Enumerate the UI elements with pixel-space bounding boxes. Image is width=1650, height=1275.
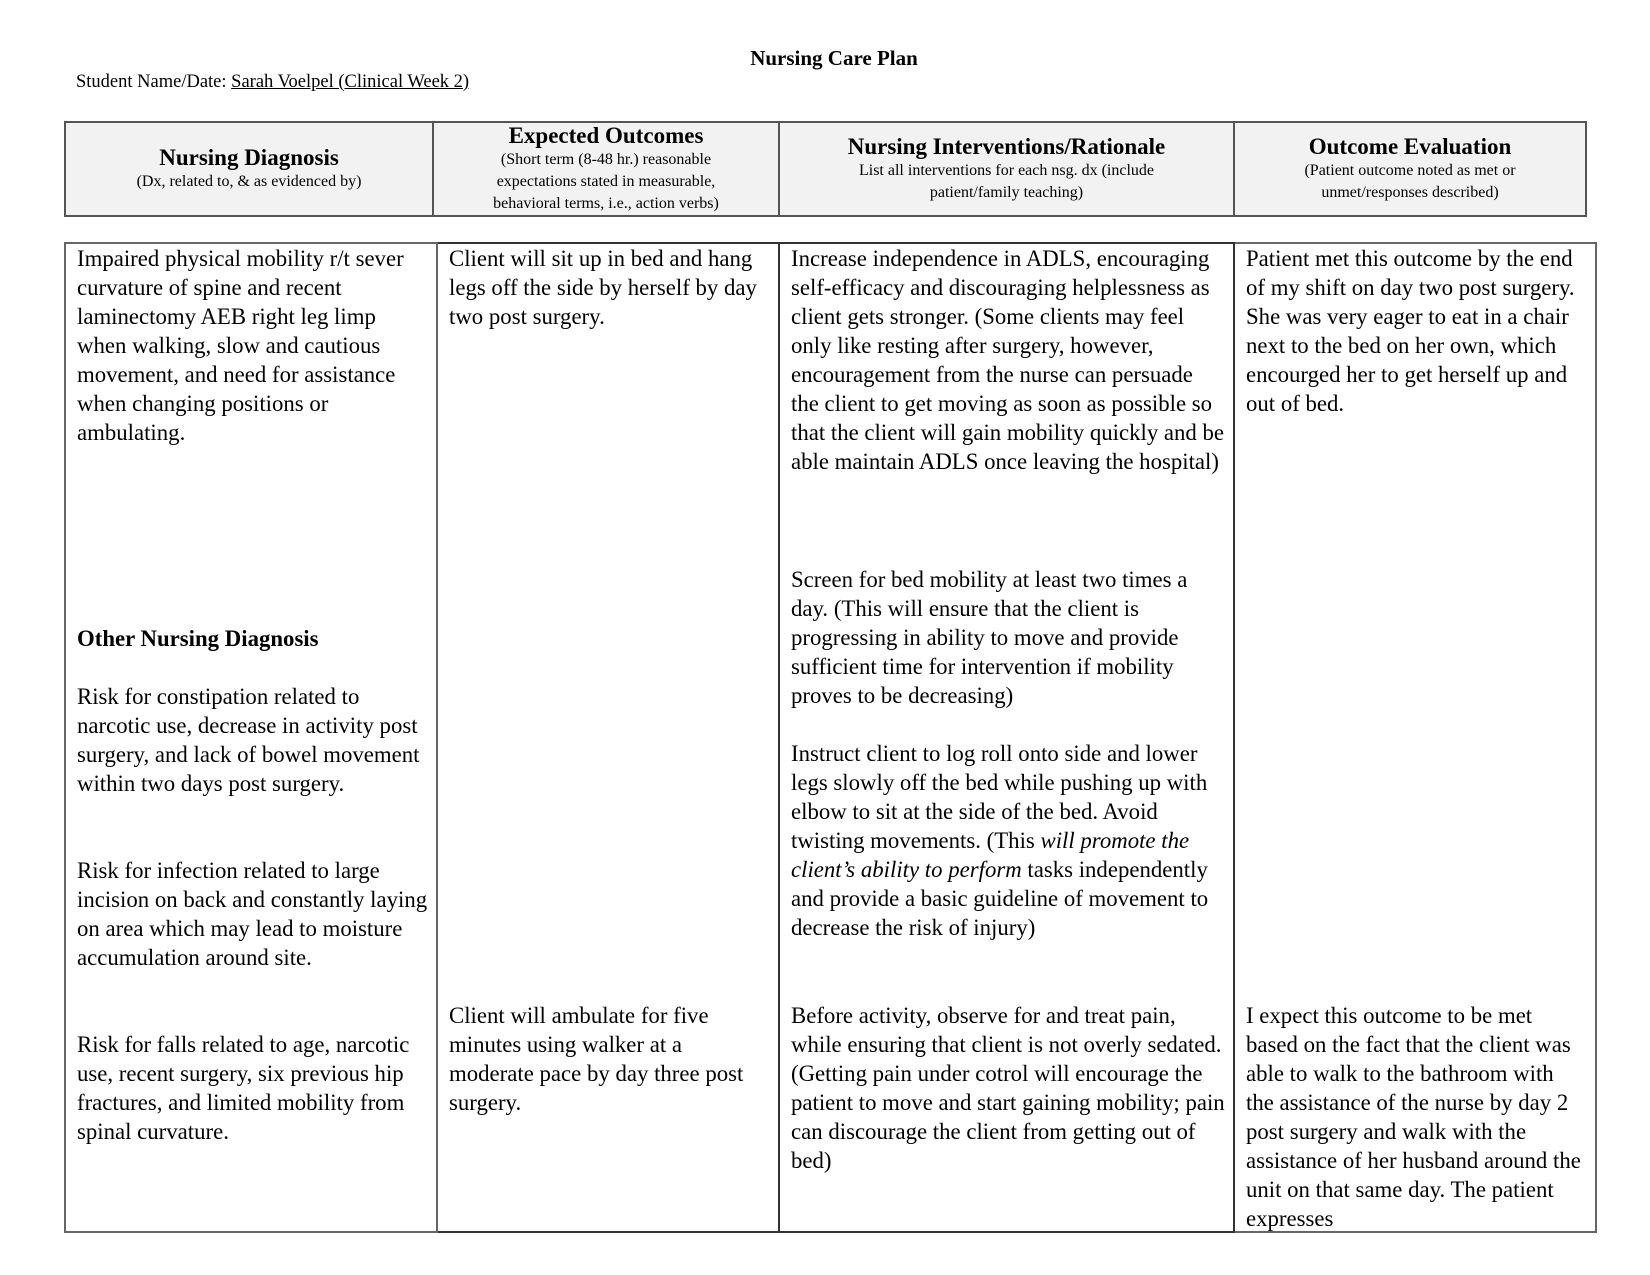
header-subtitle: (Dx, related to, & as evidenced by) [136,173,362,190]
intervention-item: Before activity, observe for and treat pain, while ensuring that client is not overly sedated. (Getting pain under cotrol will encourage the patient to move and start gaining mobility; pain can discourage the client from getting out of bed) [791,1003,1225,1173]
diagnosis-cell [65,243,437,1232]
table-row [65,243,1596,1232]
other-diagnosis-heading: Other Nursing Diagnosis [77,626,319,651]
header-subtitle: (Short term (8-48 hr.) reasonable expectations stated in measurable, behavioral terms, i.e., action verbs) [493,151,719,212]
header-nursing-interventions [779,122,1234,216]
header-outcome-evaluation [1234,122,1586,216]
header-title: Nursing Interventions/Rationale [847,134,1166,159]
header-nursing-diagnosis [65,122,433,216]
intervention-italic-text: will promote the client’s ability to perform [791,828,1190,882]
expected-outcome: Client will sit up in bed and hang legs off the side by herself by day two post surgery. [449,246,757,329]
student-name-date [76,72,469,93]
intervention-text: tasks independently and provide a basic guideline of movement to decrease the risk of injury) [791,857,1209,940]
header-subtitle: List all interventions for each nsg. dx (include patient/family teaching) [858,162,1155,201]
other-diagnosis-item: Risk for constipation related to narcotic use, decrease in activity post surgery, and lack of bowel movement within two days post surgery. [77,684,420,796]
intervention-item [791,739,1225,942]
outcome-evaluation: I expect this outcome to be met based on the fact that the client was able to walk to the bathroom with the assistance of the nurse by day 2 post surgery and walk with the assistance of her husband around the unit on that same day. The patient expresses [1246,1003,1581,1231]
care-plan-table [64,242,1597,1233]
header-table [64,121,1587,217]
header-title: Outcome Evaluation [1308,134,1512,159]
outcomes-cell [437,243,779,1232]
primary-diagnosis: Impaired physical mobility r/t sever curvature of spine and recent laminectomy AEB right leg limp when walking, slow and cautious movement, and need for assistance when changing positions or ambulating. [77,246,404,445]
header-title: Nursing Diagnosis [159,145,339,170]
evaluation-cell [1234,243,1596,1232]
intervention-item: Increase independence in ADLS, encouraging self-efficacy and discouraging helplessness as client gets stronger. (Some clients may feel only like resting after surgery, however, encouragement from the nurse can persuade the client to get moving as soon as possible so that the client will gain mobility quickly and be able maintain ADLS once leaving the hospital) [791,246,1225,474]
interventions-cell [779,243,1234,1232]
student-label: Student Name/Date: [76,72,227,92]
header-subtitle: (Patient outcome noted as met or unmet/responses described) [1304,162,1516,201]
header-expected-outcomes [433,122,779,216]
outcome-evaluation: Patient met this outcome by the end of my shift on day two post surgery. She was very eager to eat in a chair next to the bed on her own, which encourged her to get herself up and out of bed. [1246,246,1575,416]
student-value: Sarah Voelpel (Clinical Week 2) [231,72,470,92]
other-diagnosis-item: Risk for falls related to age, narcotic use, recent surgery, six previous hip fractures, and limited mobility from spinal curvature. [77,1032,410,1144]
other-diagnosis-item: Risk for infection related to large incision on back and constantly laying on area which may lead to moisture accumulation around site. [77,858,428,970]
expected-outcome: Client will ambulate for five minutes using walker at a moderate pace by day three post surgery. [449,1003,744,1115]
document-title: Nursing Care Plan [750,46,918,70]
intervention-item: Screen for bed mobility at least two times a day. (This will ensure that the client is progressing in ability to move and provide sufficient time for intervention if mobility proves to be decreasing) [791,567,1188,708]
intervention-text: Instruct client to log roll onto side and lower legs slowly off the bed while pushing up with elbow to sit at the side of the bed. Avoid twisting movements. (This [791,741,1208,853]
header-title: Expected Outcomes [508,123,704,148]
